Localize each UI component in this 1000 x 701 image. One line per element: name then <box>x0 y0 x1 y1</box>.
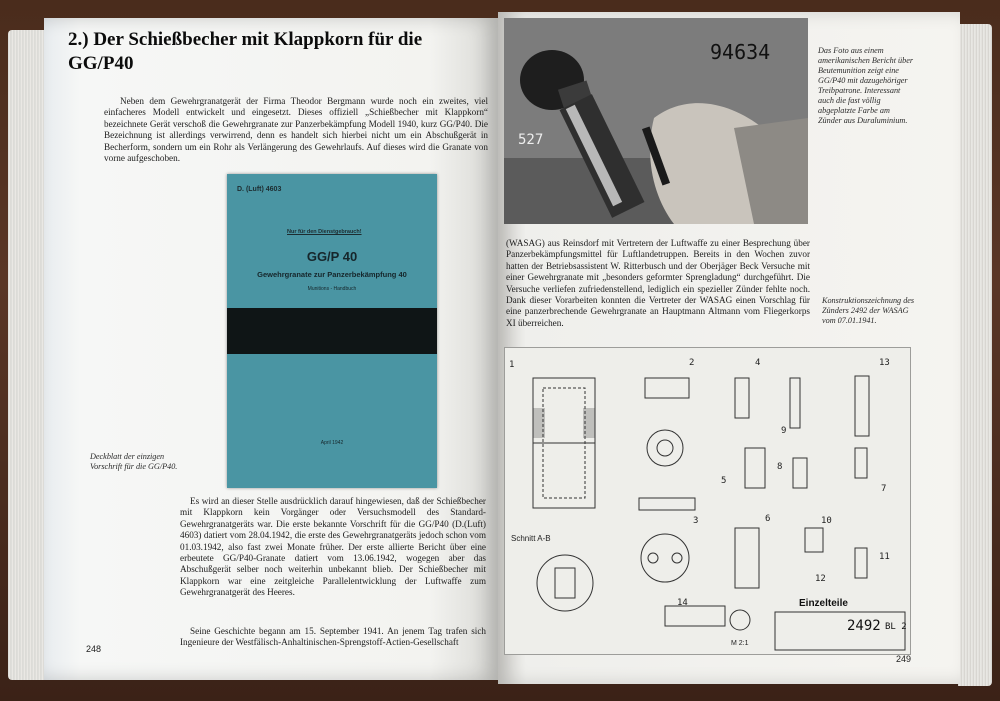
part-number-4: 4 <box>755 358 761 368</box>
drawing-scale: M 2:1 <box>731 640 749 647</box>
photo-handwritten-number: 94634 <box>710 40 771 64</box>
part-number-14: 14 <box>677 598 688 608</box>
right-paragraph-text: (WASAG) aus Reinsdorf mit Vertretern der Luftwaffe zu einer Besprechung über Panzerbekämpfungsmittel für Luftlandetruppen. Bereits in den Wochen zuvor hatten der Betriebsassistent W. Ritterbusch und der Oberjäger Beck Versuche mit einer Gewehrgranate mit „besonders geformter Sprengladung“ durchgeführt. Die Versuche verliefen zufriedenstellend, lediglich ein spezieller Zünder fehlte noch. Dank dieser Vorarbeiten konnten die Vertreter der WASAG einen Vorschlag für eine panzerbrechende Gewehrgranate an Hauptmann Altmann vom Fliegerkorps XI überreichen. <box>506 238 810 328</box>
manual-cover-image <box>227 174 437 488</box>
part-number-12: 12 <box>815 574 826 584</box>
fuze-drawing-illustration <box>505 348 910 654</box>
left-page-stack <box>8 30 48 680</box>
manual-black-band <box>227 308 437 354</box>
part-number-2: 2 <box>689 358 695 368</box>
part-number-5: 5 <box>721 476 727 486</box>
photo-label: 527 <box>518 132 544 148</box>
manual-subtitle-2: Munitions - Handbuch <box>307 286 357 292</box>
part-number-9: 9 <box>781 426 787 436</box>
part-number-8: 8 <box>777 462 783 472</box>
page-title: 2.) Der Schießbecher mit Klappkorn für die GG/P40 <box>68 29 423 74</box>
drawing-section-label: Schnitt A-B <box>511 534 551 543</box>
technical-drawing <box>504 347 911 655</box>
grenade-photo <box>504 18 808 224</box>
page-number-left: 248 <box>86 644 102 654</box>
part-number-3: 3 <box>693 516 699 526</box>
right-page-stack <box>958 24 992 686</box>
drawing-number: 2492 <box>847 618 881 634</box>
paragraph-two-text: Es wird an dieser Stelle ausdrücklich darauf hingewiesen, daß der Schießbecher mit Klappkorn kein Vorgänger oder Versuchsmodell des Standard-Gewehrgranatgeräts war. Die erste bekannte Vorschrift für die GG/P40 (D.(Luft) 4603) datiert vom 28.04.1942, die erste des Gewehrgranatgeräts jedoch schon vom 01.03.1942, also fast zwei Monate früher. Der erste allierte Bericht über eine erbeutete GG/P40-Granate datiert vom 13.06.1942, wogegen aber das Abschußgerät selber noch weiterhin unbekannt blieb. Der Schießbecher mit Klappkorn war eine zeitgleiche Parallelentwicklung der Luftwaffe zum Gewehrgranatgerät des Heeres. <box>180 496 486 598</box>
manual-subtitle: Gewehrgranate zur Panzerbekämpfung 40 <box>257 270 407 279</box>
part-number-10: 10 <box>821 516 832 526</box>
part-number-11: 11 <box>879 552 890 562</box>
part-number-1: 1 <box>509 360 515 370</box>
manual-date: April 1942 <box>320 440 344 446</box>
paragraph-three-text: Seine Geschichte begann am 15. September 1941. An jenem Tag trafen sich Ingenieure der Westfälisch-Anhaltinischen-Sprengstoff-Actien-Gesellschaft <box>180 626 486 648</box>
drawing-sheet: BL 2 <box>885 622 907 632</box>
manual-code: D. (Luft) 4603 <box>237 186 282 193</box>
drawing-title: Einzelteile <box>799 598 848 609</box>
photo-caption: Das Foto aus einem amerikanischen Bericht über Beutemunition zeigt eine GG/P40 mit dazugehöriger Treibpatrone. Interessant auch die fast völlig abgeplatzte Farbe am Zünder aus Duraluminium. <box>818 46 914 125</box>
part-number-13: 13 <box>879 358 890 368</box>
right-paragraph <box>506 238 810 333</box>
drawing-caption: Konstruktionszeichnung des Zünders 2492 der WASAG vom 07.01.1941. <box>822 296 915 325</box>
paragraph-three <box>180 626 486 653</box>
intro-paragraph-text: Neben dem Gewehrgranatgerät der Firma Theodor Bergmann wurde noch ein zweites, viel einfacheres Modell entwickelt und eingesetzt. Dieses offiziell „Schießbecher mit Klappkorn“ bezeichnete Gerät verschoß die Gewehrgranate zur Panzerbekämpfung Modell 1940, kurz GG/P40. Die Bezeichnung ist allerdings verwirrend, denn es handelt sich hierbei nicht um ein Abschußgerät in Becherform, sondern um ein Rohr als Verlängerung des Gewehrlaufs. Auf dieses wird die Granate von vorne aufgeschoben. <box>104 96 488 164</box>
manual-title: GG/P 40 <box>306 249 358 264</box>
part-number-6: 6 <box>765 514 771 524</box>
paragraph-two <box>180 496 486 603</box>
manual-restricted-note: Nur für den Dienstgebrauch! <box>287 229 362 235</box>
intro-paragraph <box>104 96 488 168</box>
page-number-right: 249 <box>896 654 912 664</box>
part-number-7: 7 <box>881 484 887 494</box>
cover-caption: Deckblatt der einzigen Vorschrift für die GG/P40. <box>90 452 178 471</box>
